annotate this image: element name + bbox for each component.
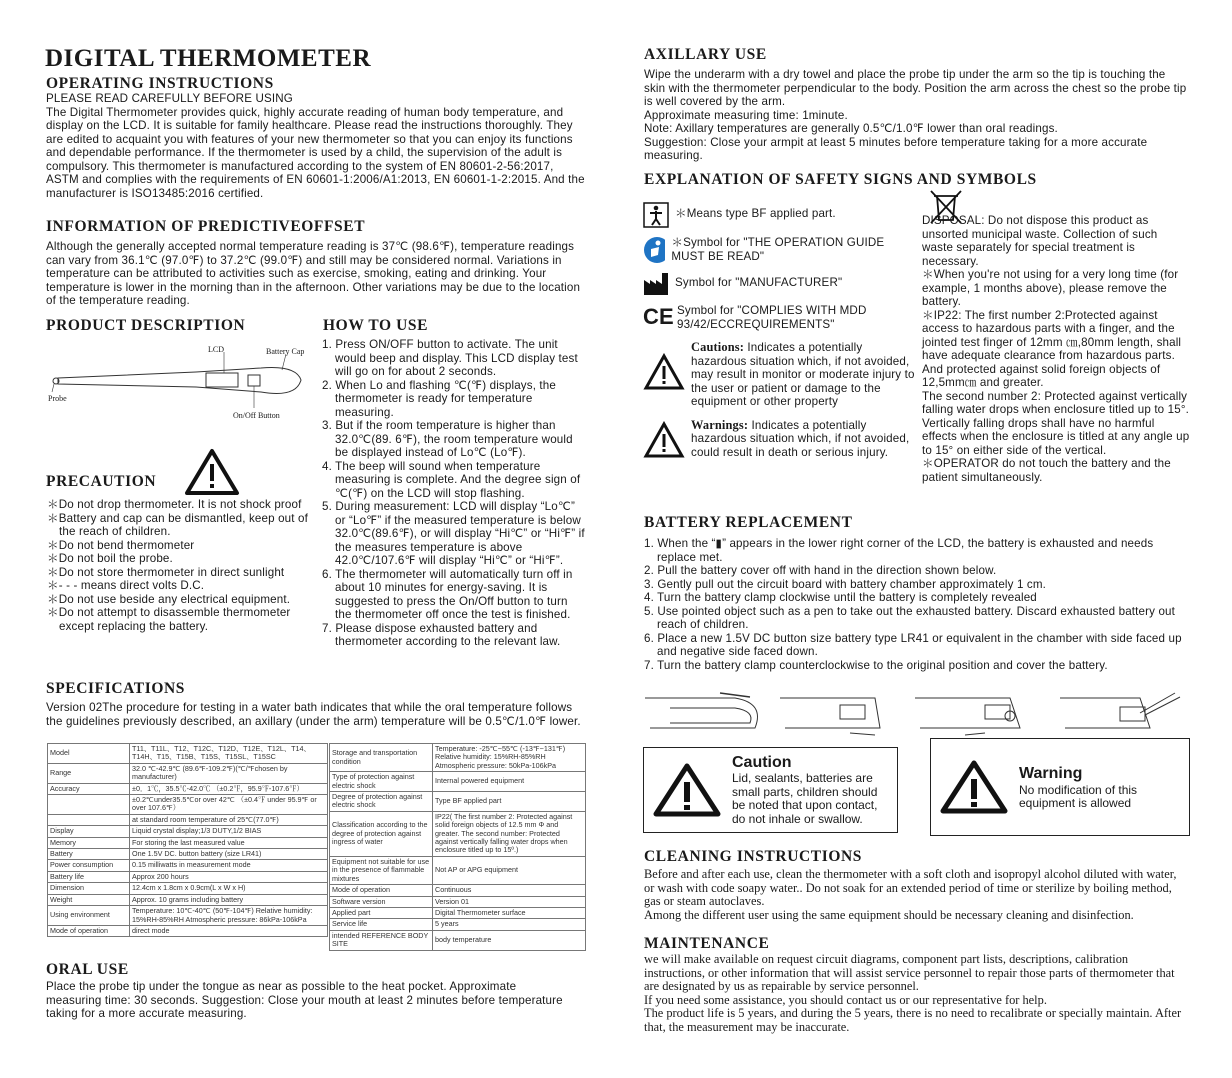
spec-label: Classification according to the degree of protection against ingress of water xyxy=(330,811,433,856)
axillary-line: Suggestion: Close your armpit at least 5 minutes before temperature taking for a more accurate measuring. xyxy=(644,135,1148,162)
spec-label: Mode of operation xyxy=(330,885,433,896)
howto-step: 1. Press ON/OFF button to activate. The unit would beep and display. This LCD display test will go on for about 2 seconds. xyxy=(322,338,578,378)
spec-value: Temperature: 10℃-40℃ (50℉-104℉) Relative humidity: 15%RH-85%RH Atmospheric pressure: 86kPa-106kPa xyxy=(130,906,328,926)
predictive-heading: INFORMATION OF PREDICTIVEOFFSET xyxy=(46,218,366,235)
howto-step: 3. But if the room temperature is higher than 32.0℃(89. 6℉), the room temperature would be displayed instead of Lo℃ (Lo℉). xyxy=(322,419,573,459)
precaution-item: ＊Battery and cap can be dismantled, keep out of the reach of children. xyxy=(47,511,308,538)
spec-table-right xyxy=(329,743,586,951)
precaution-item: ＊Do not boil the probe. xyxy=(47,552,173,565)
symbol-guide xyxy=(643,236,918,264)
spec-label: Storage and transportation condition xyxy=(330,744,433,772)
spec-value: IP22( The first number 2: Protected against solid foreign objects of 12.5 mm Φ and greater. The second number: Protected against vertically falling water drops when enclosure titled up to 15º.) xyxy=(433,811,586,856)
spec-value: One 1.5V DC. button battery (size LR41) xyxy=(130,849,328,860)
spec-table-left xyxy=(47,743,328,937)
operating-text: The Digital Thermometer provides quick, highly accurate reading of human body temperature, and display on the LCD. It is suitable for family healthcare. Please read the instructions thoroughly. They are edited to acquaint you with features of your new thermometer so that you can enjoy its functions and dependable performance. If the thermometer is used by a child, the supervision of the adult is compulsory. This thermometer is manufactured according to the system of EN 80601-2-56:2017, ASTM and complies with the requirements of EN 60601-1:2006/A1:2013, EN 60601-1-2:2015. And the manufacturer is ISO13485:2016 certified. xyxy=(46,105,585,200)
ce-text: Symbol for "COMPLIES WITH MDD 93/42/ECCREQUIREMENTS" xyxy=(677,304,867,331)
spec-row xyxy=(330,896,586,907)
spec-row xyxy=(330,885,586,896)
spec-value: ±0.2℃under35.5℃or over 42℃ （±0.4℉ under 95.9℉ or over 107.6℉） xyxy=(130,795,328,815)
spec-row xyxy=(330,744,586,772)
warning-triangle-icon xyxy=(643,421,685,459)
spec-value: 0.15 milliwatts in measurement mode xyxy=(130,860,328,871)
warning-triangle-icon xyxy=(939,759,1009,815)
symbol-warnings xyxy=(643,419,918,460)
symbol-manufacturer xyxy=(643,272,918,296)
warning-box-text: No modification of this equipment is allowed xyxy=(1019,782,1138,810)
operating-subheading: PLEASE READ CAREFULLY BEFORE USING xyxy=(46,92,293,105)
cleaning-section xyxy=(644,868,1189,922)
axillary-line: Note: Axillary temperatures are generally 0.5℃/1.0℉ lower than oral readings. xyxy=(644,122,1058,135)
symbols-left xyxy=(643,202,918,467)
spec-row xyxy=(48,906,328,926)
battery-step: 5. Use pointed object such as a pen to take out the exhausted battery. Discard exhausted battery out reach of children. xyxy=(644,604,1176,631)
spec-row xyxy=(48,826,328,837)
battery-steps-illustration-icon xyxy=(640,683,1190,745)
spec-value: T11、T11L、T12、T12C、T12D、T12E、T12L、T14、T14H、T15、T15B、T15S、T15SL、T15SC xyxy=(130,744,328,764)
symbol-note: The second number 2: Protected against vertically falling water drops when enclosure titled up to 15°. Vertically falling drops shall have no harmful effects when the enclosure is titled at any angle up to 15° on either side of the vertical. xyxy=(922,389,1190,457)
battery-heading: BATTERY REPLACEMENT xyxy=(644,514,853,531)
spec-value: body temperature xyxy=(433,930,586,950)
spec-value: 5 years xyxy=(433,919,586,930)
spec-label: Mode of operation xyxy=(48,925,130,936)
cautions-label: Cautions: xyxy=(691,340,744,354)
spec-row xyxy=(48,783,328,794)
battery-step: 6. Place a new 1.5V DC button size battery type LR41 or equivalent in the chamber with side faced up and negative side faced down. xyxy=(644,631,1182,658)
spec-value: Internal powered equipment xyxy=(433,772,586,792)
spec-row xyxy=(48,883,328,894)
spec-label: Equipment not suitable for use in the presence of flammable mixtures xyxy=(330,856,433,884)
spec-value: 12.4cm x 1.8cm x 0.9cm(L x W x H) xyxy=(130,883,328,894)
maintenance-heading: MAINTENANCE xyxy=(644,935,770,952)
oral-heading: ORAL USE xyxy=(46,961,129,978)
symbol-note: ＊IP22: The first number 2:Protected against access to hazardous parts with a finger, and the jointed test finger of 12mm ㎝,80mm length, shall have adequate clearance from hazardous parts. And protected against solid foreign objects of 12,5mm㎝ and greater. xyxy=(922,308,1182,389)
spec-row xyxy=(48,860,328,871)
warnings-text: Indicates a potentially hazardous situation which, if not avoided, could result in death or serious injury. xyxy=(691,418,910,459)
howto-step: 6. The thermometer will automatically turn off in about 10 minutes for energy-saving. It is suggested to press the On/Off button to turn the thermometer off once the test is finished. xyxy=(322,567,573,621)
spec-row xyxy=(48,837,328,848)
spec-value: Not AP or APG equipment xyxy=(433,856,586,884)
spec-value: ±0．1℃，35.5℃-42.0℃ （±0.2℉，95.9℉-107.6℉） xyxy=(130,783,328,794)
symbol-note: ＊OPERATOR do not touch the battery and the patient simultaneously. xyxy=(922,457,1171,484)
howto-step: 5. During measurement: LCD will display “Lo℃” or “Lo℉” if the measured temperature is below 32.0℃(89.6℉), or will display “Hi℃” or “Hi℉” if the measures temperature is above 42.0℃/107.6℉ will display “Hi℃” or “Hi℉”. xyxy=(322,500,585,567)
spec-label: Using environment xyxy=(48,906,130,926)
howto-step: 2. When Lo and flashing ℃(℉) displays, the thermometer is ready for temperature measuring. xyxy=(322,378,557,419)
document-title: DIGITAL THERMOMETER xyxy=(45,45,371,72)
spec-label: intended REFERENCE BODY SITE xyxy=(330,930,433,950)
spec-label: Type of protection against electric shock xyxy=(330,772,433,792)
precaution-item: ＊Do not use beside any electrical equipment. xyxy=(47,592,291,606)
spec-row xyxy=(48,744,328,764)
spec-label: Degree of protection against electric shock xyxy=(330,792,433,812)
operation-guide-icon xyxy=(643,236,665,264)
spec-row xyxy=(330,792,586,812)
spec-row xyxy=(330,907,586,918)
spec-value: direct mode xyxy=(130,925,328,936)
maintenance-text-2: If you need some assistance, you should contact us or our representative for help. xyxy=(644,992,1047,1007)
maintenance-text-3: The product life is 5 years, and during the 5 years, there is no need to recalibrate or specially maintain. After that, the measurement may be inaccurate. xyxy=(644,1006,1182,1034)
howto-step: 7. Please dispose exhausted battery and thermometer according to the relevant law. xyxy=(322,621,561,648)
symbols-right xyxy=(922,214,1190,484)
symbol-cautions xyxy=(643,341,918,409)
precaution-item: ＊Do not store thermometer in direct sunlight xyxy=(47,565,285,579)
oral-text: Place the probe tip under the tongue as near as possible to the heat pocket. Approximate measuring time: 30 seconds. Suggestion: Close your mouth at least 2 minutes before temperature taking for a more accurate measuring. xyxy=(46,980,563,1020)
precaution-item: ＊- - - means direct volts D.C. xyxy=(47,579,205,592)
cleaning-text: Before and after each use, clean the thermometer with a soft cloth and isopropyl alcohol diluted with water, or wash with code soapy water.. Do not soak for an extended period of time or sterilize by boiling method, gas or steam autoclaves. xyxy=(644,867,1177,909)
warning-box xyxy=(930,738,1190,836)
spec-label: Battery life xyxy=(48,871,130,882)
operating-section xyxy=(46,92,586,200)
spec-label: Battery xyxy=(48,849,130,860)
spec-row xyxy=(48,849,328,860)
guide-text: ＊Symbol for "THE OPERATION GUIDE MUST BE READ" xyxy=(671,236,885,263)
precaution-heading: PRECAUTION xyxy=(46,473,157,490)
precaution-item: ＊Do not attempt to disassemble thermometer except replacing the battery. xyxy=(47,606,291,633)
spec-label: Power consumption xyxy=(48,860,130,871)
spec-label: Weight xyxy=(48,894,130,905)
battery-step: 2. Pull the battery cover off with hand in the direction shown below. xyxy=(644,564,997,577)
spec-value: Type BF applied part xyxy=(433,792,586,812)
spec-label: Range xyxy=(48,763,130,783)
battery-step: 3. Gently pull out the circuit board with battery chamber approximately 1 cm. xyxy=(644,577,1047,591)
spec-value: Liquid crystal display;1/3 DUTY,1/2 BIAS xyxy=(130,826,328,837)
label-on-off-button: On/Off Button xyxy=(233,411,280,420)
thermometer-diagram xyxy=(46,340,316,420)
symbol-bf xyxy=(643,202,918,228)
precaution-item: ＊Do not drop thermometer. It is not shock proof xyxy=(47,498,302,511)
spec-label: Memory xyxy=(48,837,130,848)
spec-label xyxy=(48,814,130,825)
spec-value: Version 01 xyxy=(433,896,586,907)
howto-heading: HOW TO USE xyxy=(323,317,429,334)
spec-value: 32.0 ℃-42.9℃ (89.6℉-109.2℉)(℃/℉chosen by manufacturer) xyxy=(130,763,328,783)
spec-label: Model xyxy=(48,744,130,764)
spec-value: at standard room temperature of 25℃(77.0℉) xyxy=(130,814,328,825)
symbol-ce xyxy=(643,304,918,331)
precaution-list xyxy=(47,498,317,633)
spec-row xyxy=(330,772,586,792)
spec-value: For storing the last measured value xyxy=(130,837,328,848)
axillary-heading: AXILLARY USE xyxy=(644,46,767,63)
label-lcd: LCD xyxy=(208,345,224,354)
spec-label: Dimension xyxy=(48,883,130,894)
spec-value: Approx 200 hours xyxy=(130,871,328,882)
maintenance-section xyxy=(644,953,1189,1035)
battery-step: 1. When the “▮” appears in the lower right corner of the LCD, the battery is exhausted and needs replace met. xyxy=(644,537,1154,564)
manufacturer-icon xyxy=(643,272,669,296)
operating-heading: OPERATING INSTRUCTIONS xyxy=(46,75,274,92)
caution-box-text: Lid, sealants, batteries are small parts, children should be noted that upon contact, do not inhale or swallow. xyxy=(732,771,878,826)
caution-triangle-icon xyxy=(643,353,685,391)
warning-triangle-icon xyxy=(184,448,240,496)
symbol-note: ＊When you're not using for a very long time (for example, 1 months above), please remove the battery. xyxy=(922,268,1179,308)
axillary-line: Approximate measuring time: 1minute. xyxy=(644,108,848,122)
axillary-line: Wipe the underarm with a dry towel and place the probe tip under the arm so the tip is touching the skin with the thermometer perpendicular to the body. Position the arm across the chest so the probe tip is well covered by the arm. xyxy=(644,68,1187,108)
spec-label xyxy=(48,795,130,815)
cleaning-text-2: Among the different user using the same equipment should be necessary cleaning and disinfection. xyxy=(644,907,1134,922)
predictive-text: Although the generally accepted normal temperature reading is 37℃ (98.6℉), temperature readings can vary from 36.1℃ (97.0℉) to 37.2℃ (99.0℉) and still may be considered normal. Variations in temperature can be attributed to activities such as exercise, smoking, eating and drinking. Your temperature is lower in the morning than in the afternoon. Other variations may be due to the location of the temperature reading. xyxy=(46,240,581,307)
battery-list xyxy=(644,537,1189,672)
spec-label: Display xyxy=(48,826,130,837)
battery-step: 4. Turn the battery clamp clockwise until the battery is completely revealed xyxy=(644,591,1037,604)
precaution-item: ＊Do not bend thermometer xyxy=(47,538,195,552)
spec-row xyxy=(330,811,586,856)
bf-applied-part-icon xyxy=(643,202,669,228)
spec-row xyxy=(48,925,328,936)
spec-label: Accuracy xyxy=(48,783,130,794)
specs-text: Version 02The procedure for testing in a water bath indicates that while the oral temperature follows the guidelines previously described, an axillary (under the arm) temperature will be 0.5℃/1.0℉ lower. xyxy=(46,701,581,728)
spec-label: Applied part xyxy=(330,907,433,918)
warning-box-title: Warning xyxy=(1019,764,1083,782)
howto-step: 4. The beep will sound when temperature measuring is complete. And the degree sign of ℃(℉) on the LCD will stop flashing. xyxy=(322,459,581,500)
spec-row xyxy=(48,894,328,905)
maintenance-text: we will make available on request circuit diagrams, component part lists, descriptions, calibration instructions, or other information that will assist service personnel to repair those parts of thermometer that are designated by us as repairable by service personnel. xyxy=(644,952,1175,994)
spec-row xyxy=(330,930,586,950)
spec-row xyxy=(48,871,328,882)
label-battery-cap: Battery Cap xyxy=(266,347,305,356)
manufacturer-text: Symbol for "MANUFACTURER" xyxy=(675,276,843,289)
caution-triangle-icon xyxy=(652,762,722,818)
howto-list xyxy=(322,338,587,649)
spec-row xyxy=(330,856,586,884)
spec-value: Digital Thermometer surface xyxy=(433,907,586,918)
ce-mark-icon: CE xyxy=(643,304,674,329)
symbol-note: DISPOSAL: Do not dispose this product as unsorted municipal waste. Collection of such waste separately for special treatment is necessary. xyxy=(922,214,1158,268)
spec-label: Software version xyxy=(330,896,433,907)
symbols-heading: EXPLANATION OF SAFETY SIGNS AND SYMBOLS xyxy=(644,171,1037,188)
spec-row xyxy=(48,763,328,783)
spec-row xyxy=(48,795,328,815)
label-probe: Probe xyxy=(48,394,67,403)
spec-value: Continuous xyxy=(433,885,586,896)
spec-row xyxy=(330,919,586,930)
axillary-text xyxy=(644,68,1189,163)
caution-box xyxy=(643,747,898,833)
cautions-text: Indicates a potentially hazardous situation which, if not avoided, may result in monitor or moderate injury to the user or patient or damage to the equipment or other property xyxy=(691,341,915,409)
product-heading: PRODUCT DESCRIPTION xyxy=(46,317,246,334)
bf-text: ＊Means type BF applied part. xyxy=(675,207,836,220)
specs-heading: SPECIFICATIONS xyxy=(46,680,186,697)
battery-step: 7. Turn the battery clamp counterclockwise to the original position and cover the battery. xyxy=(644,658,1108,672)
spec-value: Approx. 10 grams including battery xyxy=(130,894,328,905)
spec-value: Temperature: -25℃~55℃ (-13℉~131℉) Relative humidity: 15%RH-85%RH Atmospheric pressure: 50kPa-106kPa xyxy=(433,744,586,772)
warnings-label: Warnings: xyxy=(691,417,749,432)
spec-row xyxy=(48,814,328,825)
caution-box-title: Caution xyxy=(732,754,792,771)
cleaning-heading: CLEANING INSTRUCTIONS xyxy=(644,848,863,865)
spec-label: Service life xyxy=(330,919,433,930)
